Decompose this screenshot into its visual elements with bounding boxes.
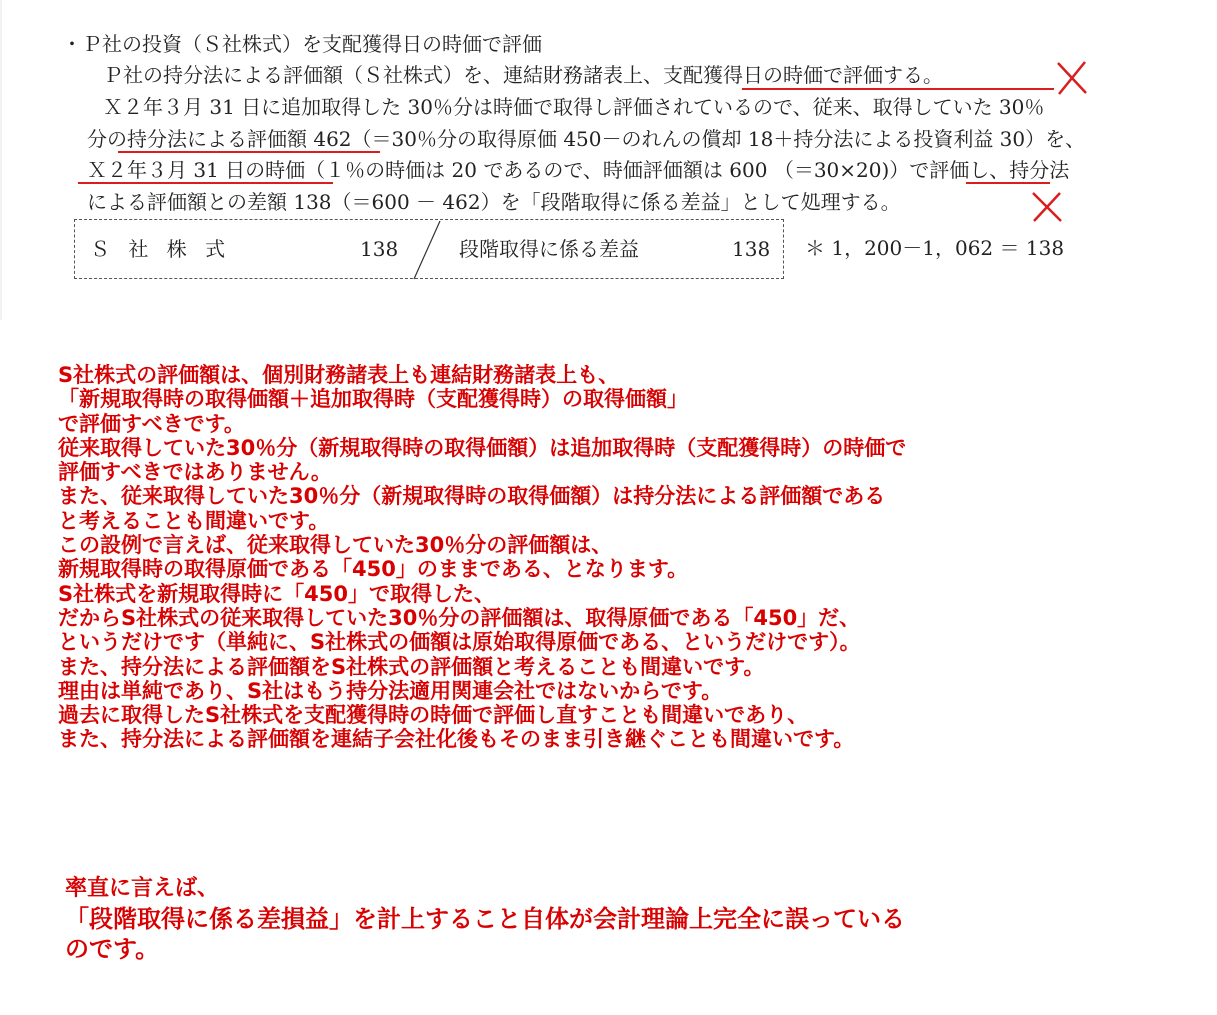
red-x-mark-2 [1030,190,1064,224]
journal-debit-account: Ｓ 社 株 式 [90,237,232,261]
conclusion-lead: 率直に言えば、 [65,876,220,901]
textbook-excerpt [0,0,1217,320]
underline-march31-market-value [78,182,333,184]
commentary-line: 従来取得していた30％分（新規取得時の取得価額）は追加取得時（支配獲得時）の時価で [58,435,907,460]
journal-credit-account: 段階取得に係る差益 [459,237,639,261]
commentary-line: と考えることも間違いです。 [58,508,330,533]
excerpt-heading: ・Ｐ社の投資（Ｓ社株式）を支配獲得日の時価で評価 [62,32,542,56]
commentary-line: S社株式の評価額は、個別財務諸表上も連結財務諸表上も、 [58,363,620,387]
commentary-line: 「新規取得時の取得価額＋追加取得時（支配獲得時）の取得価額」 [58,387,688,412]
conclusion [65,874,1205,964]
red-x-mark-1 [1055,60,1089,96]
excerpt-line-3: 分の持分法による評価額 462（＝30％分の取得原価 450－のれんの償却 18＋持分法による投資利益 30）を、 [87,127,1086,151]
commentary-line: また、持分法による評価額を連結子会社化後もそのまま引き継ぐことも間違いです。 [58,727,855,752]
commentary-line: というだけです（単純に、S社株式の価額は原始取得原価である、というだけです）。 [58,630,861,655]
commentary-line: 理由は単純であり、S社はもう持分法適用関連会社ではないからです。 [58,678,723,703]
underline-evaluate [966,182,1050,184]
commentary-line: だからS社株式の従来取得していた30％分の評価額は、取得原価である「450」だ、 [58,605,861,630]
underline-market-value-eval [742,88,1054,90]
journal-debit-amount: 138 [360,237,399,261]
journal-credit-amount: 138 [732,237,771,261]
commentary-line: この設例で言えば、従来取得していた30％分の評価額は、 [58,533,613,558]
commentary-line: S社株式を新規取得時に「450」で取得した、 [58,581,495,606]
commentary-line: 新規取得時の取得原価である「450」のままである、となります。 [58,557,689,582]
journal-entry-box [74,219,784,279]
conclusion-main-line-2: のです。 [65,935,160,963]
excerpt-line-4: Ｘ２年３月 31 日の時価（１％の時価は 20 であるので、時価評価額は 600 （＝30×20)）で評価し、持分法 [87,158,1070,182]
commentary-line: 過去に取得したS社株式を支配獲得時の時価で評価し直すことも間違いであり、 [58,703,809,728]
excerpt-line-1: Ｐ社の持分法による評価額（Ｓ社株式）を、連結財務諸表上、支配獲得日の時価で評価する。 [103,63,943,87]
commentary-line: また、従来取得していた30％分（新規取得時の取得価額）は持分法による評価額である [58,484,886,509]
commentary [58,363,1208,752]
underline-equity-method-value [118,151,380,153]
excerpt-line-2: Ｘ２年３月 31 日に追加取得した 30％分は時価で取得し評価されているので、従来、取得していた 30％ [103,95,1045,119]
journal-divider-slash [412,220,442,280]
scan-edge [0,0,2,320]
commentary-line: 評価すべきではありません。 [58,460,332,485]
conclusion-main-line-1: 「段階取得に係る差損益」を計上すること自体が会計理論上完全に誤っている [65,905,905,933]
commentary-line: で評価すべきです。 [58,411,245,436]
commentary-line: また、持分法による評価額をS社株式の評価額と考えることも間違いです。 [58,654,765,679]
excerpt-line-5: による評価額との差額 138（＝600 － 462）を「段階取得に係る差益」として処理する。 [87,190,901,214]
journal-calc-note: ＊ 1，200－1，062 ＝ 138 [805,236,1065,260]
